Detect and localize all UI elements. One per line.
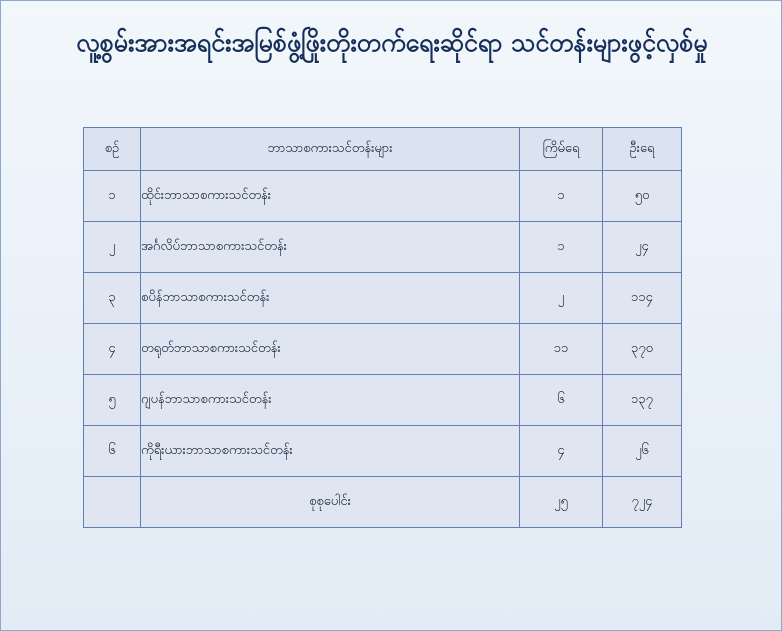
cell-people: ၁၃၇ <box>603 375 682 426</box>
cell-serial: ၃ <box>84 273 141 324</box>
cell-serial: ၁ <box>84 171 141 222</box>
cell-serial: ၂ <box>84 222 141 273</box>
header-cell-serial: စဉ် <box>84 128 141 171</box>
cell-times: ၁၁ <box>520 324 603 375</box>
table-row <box>84 171 682 222</box>
cell-times: ၁ <box>520 171 603 222</box>
header-cell-course-name: ဘာသာစကားသင်တန်းများ <box>141 128 520 171</box>
table-row <box>84 324 682 375</box>
table-total-row <box>84 477 682 528</box>
cell-people: ၂၆ <box>603 426 682 477</box>
cell-people: ၁၁၄ <box>603 273 682 324</box>
table-row <box>84 222 682 273</box>
table-row <box>84 426 682 477</box>
cell-times: ၂ <box>520 273 603 324</box>
table-row <box>84 273 682 324</box>
cell-course-name: စပိန်ဘာသာစကားသင်တန်း <box>141 273 520 324</box>
table-container <box>83 127 677 528</box>
table-header-row <box>84 128 682 171</box>
header-cell-people: ဦးရေ <box>603 128 682 171</box>
language-course-table <box>83 127 682 528</box>
cell-course-name: ကိုရီးယားဘာသာစကားသင်တန်း <box>141 426 520 477</box>
table-row <box>84 375 682 426</box>
cell-total-people: ၇၂၄ <box>603 477 682 528</box>
cell-course-name: ဂျပန်ဘာသာစကားသင်တန်း <box>141 375 520 426</box>
cell-people: ၅၀ <box>603 171 682 222</box>
header-cell-times: ကြိမ်ရေ <box>520 128 603 171</box>
cell-course-name: ထိုင်းဘာသာစကားသင်တန်း <box>141 171 520 222</box>
slide-title-area <box>19 27 765 58</box>
cell-total-times: ၂၅ <box>520 477 603 528</box>
table-header <box>84 128 682 171</box>
cell-times: ၁ <box>520 222 603 273</box>
cell-serial: ၄ <box>84 324 141 375</box>
cell-people: ၂၄ <box>603 222 682 273</box>
cell-total-label: စုစုပေါင်း <box>141 477 520 528</box>
page-title: လူ့စွမ်းအားအရင်းအမြစ်ဖွံ့ဖြိုးတိုးတက်ရေးဆိုင်ရာ သင်တန်းများဖွင့်လှစ်မှု <box>76 28 708 57</box>
cell-course-name: အင်္ဂလိပ်ဘာသာစကားသင်တန်း <box>141 222 520 273</box>
cell-serial: ၆ <box>84 426 141 477</box>
cell-total-serial <box>84 477 141 528</box>
cell-times: ၄ <box>520 426 603 477</box>
cell-course-name: တရုတ်ဘာသာစကားသင်တန်း <box>141 324 520 375</box>
table-body <box>84 171 682 528</box>
cell-times: ၆ <box>520 375 603 426</box>
cell-people: ၃၇၀ <box>603 324 682 375</box>
cell-serial: ၅ <box>84 375 141 426</box>
